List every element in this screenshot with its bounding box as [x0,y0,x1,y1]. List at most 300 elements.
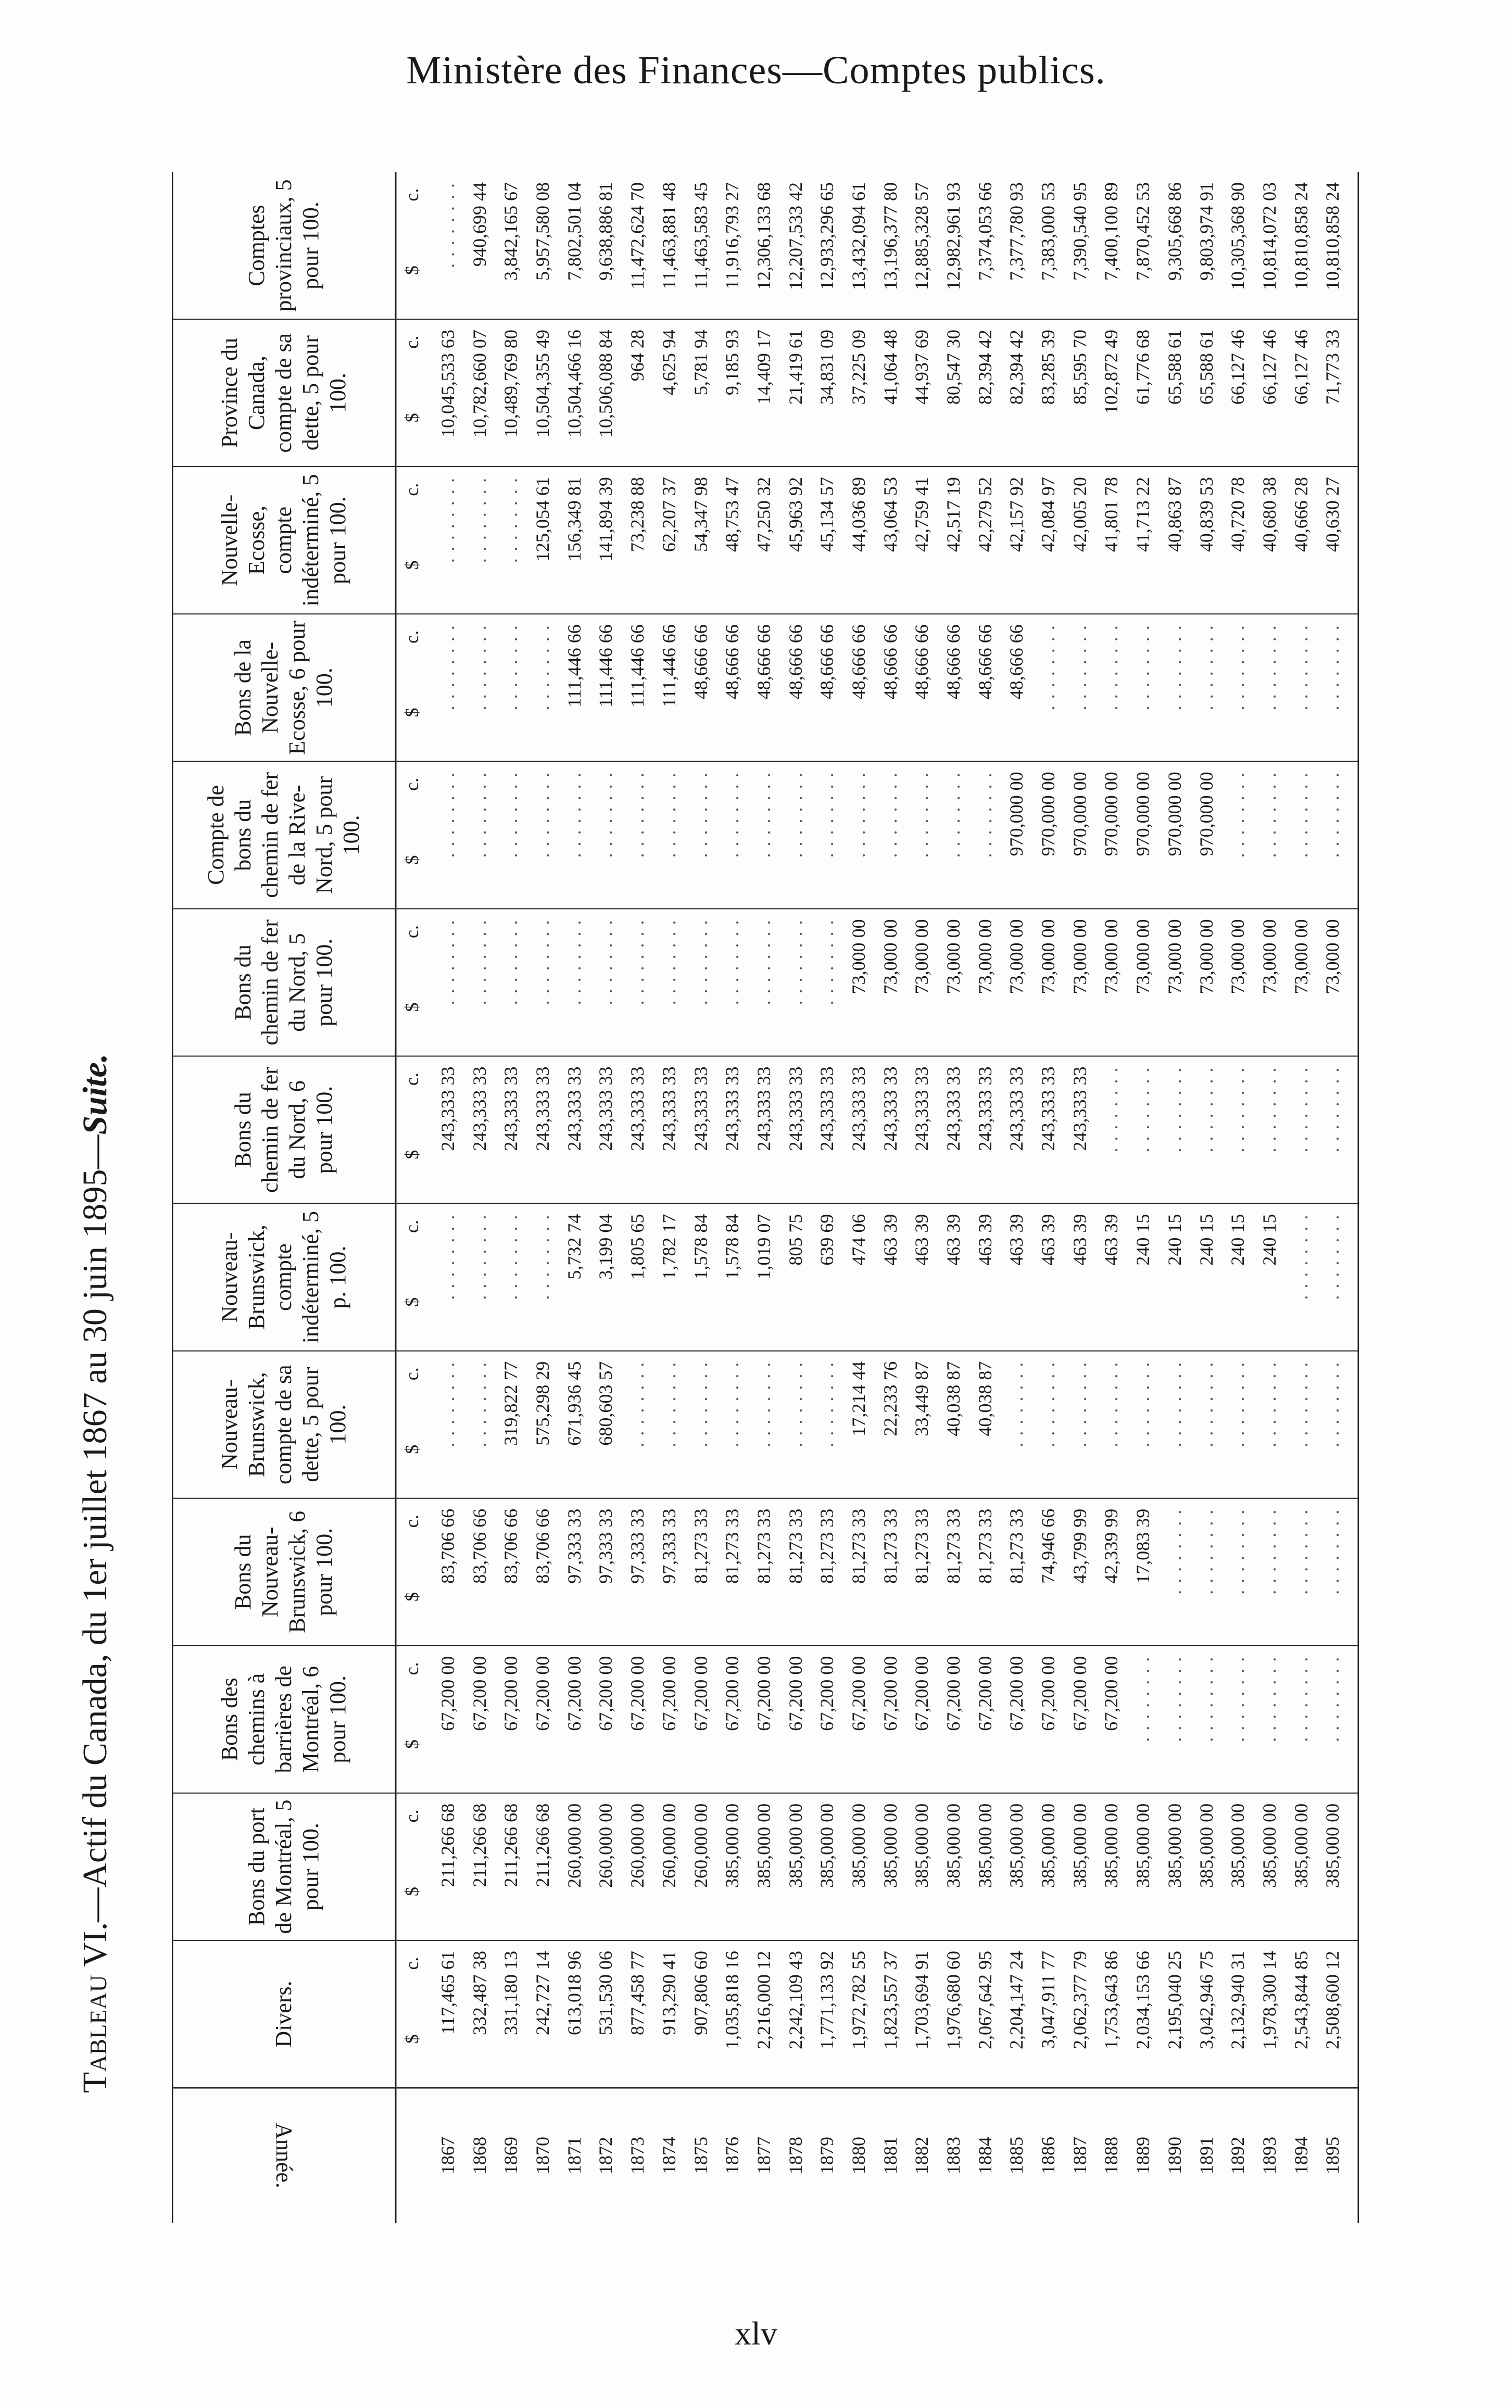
table-cell: 1,035,818 16 [722,1950,743,2049]
table-cell: 48,666 66 [848,624,869,700]
table-cell: 964 28 [627,330,648,382]
table-cell: 42,084 97 [1038,477,1059,552]
table-cell: . . . . . . . . [1290,624,1312,711]
table-cell: 67,200 00 [943,1656,964,1731]
table-cell: 67,200 00 [690,1656,711,1731]
table-cell: 67,200 00 [722,1656,743,1731]
table-cell: 21,419 61 [785,330,806,405]
table-cell: 82,394 42 [1006,330,1027,405]
table-cell: 67,200 00 [1101,1656,1122,1731]
table-cell: . . . . . . . . [1290,1656,1312,1742]
table-cell: . . . . . . . . [1164,1508,1185,1595]
year-cell: 1880 [848,2137,869,2174]
table-cell: . . . . . . . . [437,919,458,1005]
table-cell: 83,285 39 [1038,330,1059,405]
table-cell: . . . . . . . . [753,1361,774,1447]
table-cell: 385,000 00 [879,1803,901,1888]
table-cell: 463 39 [974,1214,996,1266]
table-cell: 385,000 00 [1258,1803,1280,1888]
table-cell: 67,200 00 [848,1656,869,1731]
table-cell: . . . . . . . . [469,624,490,711]
table-cell: 67,200 00 [437,1656,458,1731]
table-cell: 44,036 89 [848,477,869,552]
table-cell: 243,333 33 [722,1066,743,1151]
table-cell: 111,446 66 [563,624,585,708]
unit-cent-label: c. [401,483,422,496]
column-header: Bons de la Nouvelle-Ecosse, 6 pour 100. [230,620,337,755]
year-cell: 1884 [974,2137,996,2174]
table-cell: 243,333 33 [595,1066,616,1151]
table-cell: 81,273 33 [1006,1508,1027,1584]
year-cell: 1890 [1164,2137,1185,2174]
table-cell: 48,666 66 [816,624,838,700]
table-cell: 385,000 00 [785,1803,806,1888]
table-cell: 97,333 33 [627,1508,648,1584]
table-cell: 40,038 87 [943,1361,964,1436]
table-cell: . . . . . . . . [658,772,679,858]
table-cell: . . . . . . . . [1290,772,1312,858]
table-title [75,1054,115,2093]
table-cell: 102,872 49 [1101,330,1122,414]
table-cell: 67,200 00 [469,1656,490,1731]
table-cell: 74,946 66 [1038,1508,1059,1584]
unit-dollar-label: $ [401,1150,422,1159]
table-cell: . . . . . . . . [1195,1361,1217,1447]
table-cell: 7,377,780 93 [1006,182,1027,281]
table-cell: 243,333 33 [690,1066,711,1151]
table-cell: . . . . . . . . [785,772,806,858]
table-cell: . . . . . . . . [1195,1508,1217,1595]
table-cell: 66,127 46 [1227,330,1249,405]
table-cell: 385,000 00 [1195,1803,1217,1888]
table-cell: . . . . . . . . [753,919,774,1005]
year-cell: 1868 [469,2137,490,2174]
table-cell: 42,157 92 [1006,477,1027,552]
table-cell: 65,588 61 [1195,330,1217,405]
table-cell: . . . . . . . . [1258,624,1280,711]
table-cell: 243,333 33 [879,1066,901,1151]
table-cell: . . . . . . . . [532,772,553,858]
table-cell: 805 75 [785,1214,806,1266]
table-cell: 42,005 20 [1069,477,1090,552]
table-cell: 463 39 [879,1214,901,1266]
table-cell: 9,803,974 91 [1195,182,1217,281]
table-cell: 10,305,368 90 [1227,182,1249,291]
unit-cent-label: c. [401,630,422,644]
table-cell: 240 15 [1258,1214,1280,1266]
table-cell: 243,333 33 [437,1066,458,1151]
table-cell: 48,666 66 [974,624,996,700]
table-cell: 42,517 19 [943,477,964,552]
table-cell: 141,894 39 [595,477,616,562]
table-cell: . . . . . . . . [1322,1361,1343,1447]
table-cell: . . . . . . . . [1258,772,1280,858]
table-cell: 474 06 [848,1214,869,1266]
table-cell: 67,200 00 [595,1656,616,1731]
table-cell: . . . . . . . . [1322,624,1343,711]
table-cell: 67,200 00 [753,1656,774,1731]
table-cell: 10,045,533 63 [437,330,458,438]
table-cell: 48,666 66 [690,624,711,700]
table-cell: . . . . . . . . [437,1214,458,1300]
unit-cent-label: c. [401,335,422,349]
table-cell: . . . . . . . . [1290,1066,1312,1153]
column-header: Comptes provinciaux, 5 pour 100. [244,179,323,312]
table-cell: 67,200 00 [911,1656,933,1731]
table-cell: 67,200 00 [879,1656,901,1731]
table-cell: 43,064 53 [879,477,901,552]
table-cell: 243,333 33 [500,1066,522,1151]
table-cell: 13,196,377 80 [879,182,901,291]
table-cell: . . . . . . . . [722,1361,743,1447]
table-cell: 11,463,881 48 [658,182,679,289]
table-cell: . . . . . . . . [879,772,901,858]
table-cell: 40,839 53 [1195,477,1217,552]
table-cell: 7,870,452 53 [1132,182,1154,281]
table-cell: . . . . . . . . [1290,1508,1312,1595]
table-cell: 81,273 33 [943,1508,964,1584]
table-cell: 44,937 69 [911,330,933,405]
table-cell: . . . . . . . . [1006,1361,1027,1447]
table-cell: . . . . . . . . [1069,1361,1090,1447]
table-cell: 463 39 [1038,1214,1059,1266]
table-cell: 531,530 06 [595,1950,616,2035]
unit-cent-label: c. [401,1662,422,1675]
table-cell: . . . . . . . . [1322,1656,1343,1742]
table-cell: 385,000 00 [816,1803,838,1888]
table-cell: 81,273 33 [848,1508,869,1584]
table-cell: . . . . . . . . [627,1361,648,1447]
year-cell: 1875 [690,2137,711,2174]
column-header: Province du Canada, compte de sa dette, 5 pour 100. [217,333,350,453]
table-cell: 9,185 93 [722,330,743,396]
table-cell: 243,333 33 [1006,1066,1027,1151]
table-cell: 17,214 44 [848,1361,869,1436]
table-cell: 463 39 [943,1214,964,1266]
table-cell: 211,266 68 [437,1803,458,1887]
table-cell: 67,200 00 [500,1656,522,1731]
table-cell: 62,207 37 [658,477,679,552]
table-cell: 97,333 33 [595,1508,616,1584]
table-cell: 243,333 33 [753,1066,774,1151]
table-cell: 913,290 41 [658,1950,679,2035]
table-cell: 2,062,377 79 [1069,1950,1090,2049]
year-cell: 1887 [1069,2137,1090,2174]
table-cell: 40,038 87 [974,1361,996,1436]
unit-dollar-label: $ [401,1444,422,1454]
table-cell: 2,508,600 12 [1322,1950,1343,2049]
table-cell: 81,273 33 [911,1508,933,1584]
table-cell: 1,578 84 [690,1214,711,1280]
table-cell: . . . . . . . . [627,772,648,858]
table-cell: 13,432,094 61 [848,182,869,291]
table-cell: . . . . . . . . [1069,624,1090,711]
year-cell: 1870 [532,2137,553,2174]
table-cell: . . . . . . . . [563,772,585,858]
table-cell: . . . . . . . . [816,919,838,1005]
table-cell: 7,390,540 95 [1069,182,1090,281]
table-cell: 67,200 00 [785,1656,806,1731]
table-cell: 10,810,858 24 [1290,182,1312,291]
table-cell: . . . . . . . . [1227,772,1249,858]
table-cell: 85,595 70 [1069,330,1090,405]
table-cell: 81,273 33 [753,1508,774,1584]
table-cell: . . . . . . . . [1290,1361,1312,1447]
table-cell: 12,306,133 68 [753,182,774,291]
table-cell: 10,504,355 49 [532,330,553,438]
unit-dollar-label: $ [401,1592,422,1602]
table-cell: . . . . . . . . [500,1214,522,1300]
table-cell: 125,054 61 [532,477,553,562]
table-cell: . . . . . . . . [848,772,869,858]
table-cell: . . . . . . . . [1322,772,1343,858]
table-cell: 970,000 00 [1006,772,1027,856]
table-cell: 385,000 00 [1101,1803,1122,1888]
table-cell: . . . . . . . . [690,772,711,858]
year-cell: 1892 [1227,2137,1249,2174]
table-cell: 5,732 74 [563,1214,585,1280]
table-cell: 970,000 00 [1038,772,1059,856]
year-cell: 1869 [500,2137,522,2174]
table-cell: 97,333 33 [658,1508,679,1584]
table-cell: . . . . . . . . [658,919,679,1005]
table-cell: 385,000 00 [1006,1803,1027,1888]
table-cell: 243,333 33 [974,1066,996,1151]
table-cell: 970,000 00 [1069,772,1090,856]
table-cell: 12,885,328 57 [911,182,933,291]
unit-dollar-label: $ [401,413,422,423]
table-cell: 54,347 98 [690,477,711,552]
table-cell: 9,638,886 81 [595,182,616,281]
table-cell: 10,489,769 80 [500,330,522,438]
table-cell: 385,000 00 [1164,1803,1185,1888]
table-cell: . . . . . . . . [722,772,743,858]
unit-dollar-label: $ [401,855,422,865]
unit-cent-label: c. [401,1957,422,1970]
table-cell: 2,067,642 95 [974,1950,996,2049]
table-cell: 67,200 00 [563,1656,585,1731]
table-cell: 73,000 00 [1227,919,1249,994]
table-cell: 7,383,000 53 [1038,182,1059,281]
table-cell: . . . . . . . . [1258,1508,1280,1595]
table-cell: 73,000 00 [1290,919,1312,994]
table-cell: 45,134 57 [816,477,838,552]
table-cell: 40,666 28 [1290,477,1312,552]
unit-dollar-label: $ [401,1002,422,1012]
table-cell: 67,200 00 [1069,1656,1090,1731]
year-cell: 1878 [785,2137,806,2174]
unit-cent-label: c. [401,1073,422,1086]
table-cell: 48,753 47 [722,477,743,552]
table-cell: . . . . . . . . [690,919,711,1005]
year-cell: 1885 [1006,2137,1027,2174]
table-cell: 10,506,088 84 [595,330,616,438]
table-title-suffix: Suite. [76,1053,114,1135]
table-cell: . . . . . . . . [469,477,490,563]
table-cell: 4,625 94 [658,330,679,396]
table-cell: 41,713 22 [1132,477,1154,552]
table-cell: 67,200 00 [1038,1656,1059,1731]
table-cell: 81,273 33 [816,1508,838,1584]
table-cell: 14,409 17 [753,330,774,405]
table-cell: 1,782 17 [658,1214,679,1280]
table-cell: 66,127 46 [1258,330,1280,405]
unit-cent-label: c. [401,188,422,201]
table-cell: 73,000 00 [1195,919,1217,994]
table-cell: 260,000 00 [595,1803,616,1888]
table-cell: . . . . . . . . [1164,1656,1185,1742]
assets-table [172,172,1359,2223]
table-cell: 42,759 41 [911,477,933,552]
table-cell: 48,666 66 [879,624,901,700]
table-cell: . . . . . . . . [911,772,933,858]
table-cell: 243,333 33 [1069,1066,1090,1151]
table-cell: 243,333 33 [943,1066,964,1151]
table-cell: 1,019 07 [753,1214,774,1280]
table-cell: 385,000 00 [753,1803,774,1888]
table-cell: 67,200 00 [974,1656,996,1731]
year-column-header: Année. [271,2123,297,2188]
table-cell: 81,273 33 [974,1508,996,1584]
unit-dollar-label: $ [401,1297,422,1307]
table-cell: 10,814,072 03 [1258,182,1280,291]
table-cell: 463 39 [1069,1214,1090,1266]
table-cell: . . . . . . . . [658,1361,679,1447]
table-cell: 67,200 00 [532,1656,553,1731]
column-header: Compte de bons du chemin de fer de la Rive-Nord, 5 pour 100. [203,772,364,898]
unit-dollar-label: $ [401,2034,422,2044]
table-cell: 12,933,296 65 [816,182,838,291]
table-cell: 73,000 00 [1038,919,1059,994]
table-cell: 385,000 00 [943,1803,964,1888]
table-cell: . . . . . . . . [1227,1066,1249,1153]
table-cell: 22,233 76 [879,1361,901,1436]
table-cell: . . . . . . . . [563,919,585,1005]
table-cell: 639 69 [816,1214,838,1266]
table-cell: 48,666 66 [785,624,806,700]
table-cell: 2,132,940 31 [1227,1950,1249,2049]
table-cell: 73,000 00 [943,919,964,994]
table-cell: . . . . . . . . [1101,1361,1122,1447]
table-cell: 240 15 [1132,1214,1154,1266]
table-title-prefix: Tableau VI. [76,1922,114,2093]
table-cell: 260,000 00 [690,1803,711,1888]
table-cell: 73,000 00 [1258,919,1280,994]
table-cell: . . . . . . . . [469,1361,490,1447]
table-cell: 940,699 44 [469,182,490,267]
year-cell: 1877 [753,2137,774,2174]
table-cell: 11,472,624 70 [627,182,648,289]
column-header: Bons du chemin de fer du Nord, 5 pour 100. [230,919,337,1045]
table-cell: 83,706 66 [469,1508,490,1584]
table-cell: 1,972,782 55 [848,1950,869,2049]
table-title-main: —Actif du Canada, du 1er juillet 1867 au 30 juin 1895— [76,1134,114,1922]
table-cell: 73,000 00 [1322,919,1343,994]
table-cell: . . . . . . . . [974,772,996,858]
table-cell: 41,801 78 [1101,477,1122,552]
table-cell: . . . . . . . . [469,772,490,858]
table-cell: 67,200 00 [658,1656,679,1731]
table-cell: 243,333 33 [469,1066,490,1151]
column-header: Nouvelle-Ecosse, compte indéterminé, 5 pour 100. [217,474,350,607]
table-cell: 2,242,109 43 [785,1950,806,2049]
table-cell: 2,204,147 24 [1006,1950,1027,2049]
table-cell: 1,578 84 [722,1214,743,1280]
table-cell: 17,083 39 [1132,1508,1154,1584]
table-cell: 117,465 61 [437,1950,458,2035]
table-cell: 73,000 00 [1101,919,1122,994]
table-cell: 83,706 66 [532,1508,553,1584]
unit-cent-label: c. [401,1367,422,1381]
table-cell: 48,666 66 [943,624,964,700]
table-cell: . . . . . . . . [1101,624,1122,711]
table-cell: 67,200 00 [816,1656,838,1731]
table-cell: 34,831 09 [816,330,838,405]
table-cell: . . . . . . . . [500,477,522,563]
year-cell: 1889 [1132,2137,1154,2174]
table-cell: 385,000 00 [1069,1803,1090,1888]
table-cell: 243,333 33 [532,1066,553,1151]
table-cell: . . . . . . . . [469,919,490,1005]
table-cell: . . . . . . . . [532,1214,553,1300]
table-cell: 48,666 66 [722,624,743,700]
unit-dollar-label: $ [401,708,422,717]
table-cell: 2,216,000 12 [753,1950,774,2049]
table-cell: 970,000 00 [1132,772,1154,856]
table-cell: 73,000 00 [848,919,869,994]
year-cell: 1876 [722,2137,743,2174]
table-cell: . . . . . . . . [1132,624,1154,711]
table-cell: . . . . . . . . [500,624,522,711]
table-cell: 81,273 33 [722,1508,743,1584]
table-cell: 3,199 04 [595,1214,616,1280]
table-cell: . . . . . . . . [1227,1508,1249,1595]
table-cell: . . . . . . . . [943,772,964,858]
column-header: Bons du Nouveau-Brunswick, 6 pour 100. [230,1510,337,1633]
year-cell: 1874 [658,2137,679,2174]
table-cell: 463 39 [1006,1214,1027,1266]
table-cell: 40,680 38 [1258,477,1280,552]
table-cell: . . . . . . . . [532,919,553,1005]
table-cell: 240 15 [1164,1214,1185,1266]
table-cell: 40,630 27 [1322,477,1343,552]
unit-cent-label: c. [401,925,422,938]
table-cell: . . . . . . . . [500,772,522,858]
table-cell: 73,000 00 [879,919,901,994]
table-cell: 66,127 46 [1290,330,1312,405]
table-cell: . . . . . . . . [1038,1361,1059,1447]
year-cell: 1888 [1101,2137,1122,2174]
table-cell: 671,936 45 [563,1361,585,1446]
unit-dollar-label: $ [401,1887,422,1896]
table-cell: 385,000 00 [848,1803,869,1888]
table-cell: 45,963 92 [785,477,806,552]
table-cell: 243,333 33 [627,1066,648,1151]
table-cell: . . . . . . . . [816,772,838,858]
table-cell: 970,000 00 [1195,772,1217,856]
table-cell: 40,863 87 [1164,477,1185,552]
table-cell: 97,333 33 [563,1508,585,1584]
table-cell: 12,982,961 93 [943,182,964,291]
table-cell: 111,446 66 [658,624,679,708]
table-cell: 319,822 77 [500,1361,522,1446]
table-cell: 5,781 94 [690,330,711,396]
table-cell: 1,753,643 86 [1101,1950,1122,2049]
table-cell: 7,802,501 04 [563,182,585,281]
table-cell: . . . . . . . . [1258,1066,1280,1153]
table-cell: 240 15 [1195,1214,1217,1266]
table-cell: 83,706 66 [437,1508,458,1584]
